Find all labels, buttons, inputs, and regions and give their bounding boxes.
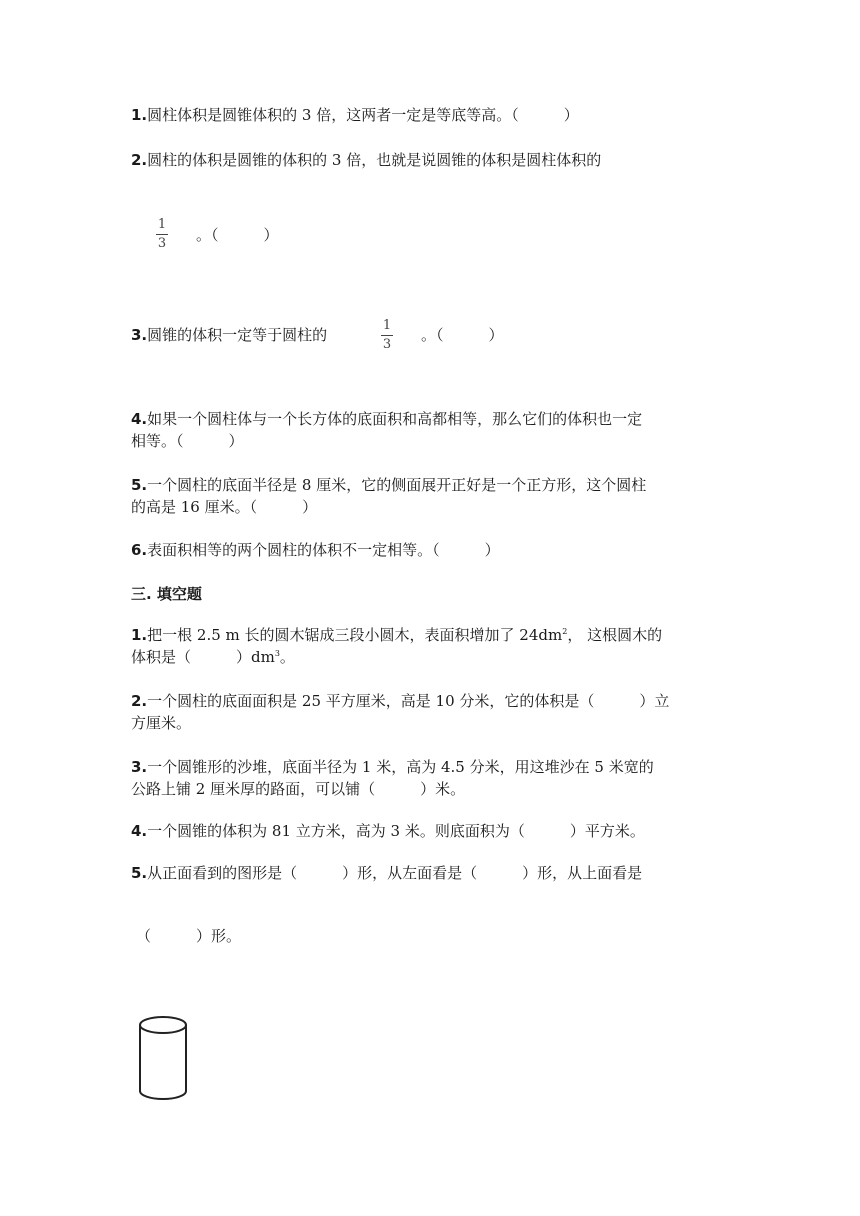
- question-text: 圆柱的体积是圆锥的体积的 3 倍，也就是说圆锥的体积是圆柱体积的: [147, 151, 602, 169]
- question-text: 体积是（ ）dm: [131, 648, 275, 666]
- fill-question-2: [131, 690, 669, 712]
- fill-question-1: [131, 624, 662, 646]
- question-5: [131, 474, 646, 496]
- question-text: 把一根 2.5 m 长的圆木锯成三段小圆木，表面积增加了 24dm: [147, 626, 563, 644]
- question-number: 6.: [131, 541, 148, 559]
- fill-question-5: [131, 862, 642, 884]
- question-number: 5.: [131, 476, 148, 494]
- question-3: [131, 324, 327, 346]
- question-number: 3.: [131, 758, 148, 776]
- question-text: 一个圆柱的底面面积是 25 平方厘米，高是 10 分米，它的体积是（ ）立: [147, 692, 670, 710]
- question-number: 1.: [131, 626, 148, 644]
- fill-question-5-line2: （ ）形。: [136, 927, 242, 945]
- fraction-numerator: 1: [157, 217, 167, 232]
- question-text: 一个圆柱的底面半径是 8 厘米，它的侧面展开正好是一个正方形，这个圆柱: [147, 476, 647, 494]
- superscript: 2: [562, 627, 568, 636]
- question-number: 1.: [131, 106, 148, 124]
- question-4-line2: 相等。（ ）: [131, 432, 244, 450]
- fraction-one-third: [156, 218, 168, 251]
- question-number: 2.: [131, 151, 148, 169]
- question-1: [131, 104, 579, 126]
- fill-question-2-line2: 方厘米。: [131, 714, 192, 732]
- fraction-denominator: 3: [157, 236, 167, 251]
- question-text: ， 这根圆木的: [567, 626, 663, 644]
- question-text: 如果一个圆柱体与一个长方体的底面积和高都相等，那么它们的体积也一定: [147, 410, 643, 428]
- question-text: 圆锥的体积一定等于圆柱的: [147, 326, 328, 344]
- question-6: [131, 539, 500, 561]
- question-2: [131, 149, 601, 171]
- fraction-numerator: 1: [382, 318, 392, 333]
- question-5-line2: 的高是 16 厘米。（ ）: [131, 498, 318, 516]
- superscript: 3: [274, 649, 280, 658]
- cylinder-figure: [137, 1013, 193, 1105]
- question-text: 。: [279, 648, 295, 666]
- fill-question-3-line2: 公路上铺 2 厘米厚的路面，可以铺（ ）米。: [131, 780, 466, 798]
- fraction-denominator: 3: [382, 337, 392, 352]
- question-4: [131, 408, 642, 430]
- fraction-bar: [156, 234, 168, 235]
- fill-question-4: [131, 820, 645, 842]
- question-text: 一个圆锥的体积为 81 立方米，高为 3 米。则底面积为（ ）平方米。: [147, 822, 645, 840]
- question-text: 从正面看到的图形是（ ）形，从左面看是（ ）形，从上面看是: [147, 864, 643, 882]
- fraction-bar: [381, 335, 393, 336]
- fill-question-1-line2: [131, 646, 295, 668]
- fill-question-3: [131, 756, 654, 778]
- question-number: 3.: [131, 326, 148, 344]
- fraction-one-third: [381, 319, 393, 352]
- question-number: 5.: [131, 864, 148, 882]
- question-text: 一个圆锥形的沙堆，底面半径为 1 米，高为 4.5 分米，用这堆沙在 5 米宽的: [147, 758, 654, 776]
- question-number: 4.: [131, 410, 148, 428]
- question-3-continuation: 。（ ）: [421, 326, 504, 344]
- question-text: 表面积相等的两个圆柱的体积不一定相等。（ ）: [147, 541, 500, 559]
- section-heading: 三. 填空题: [131, 585, 202, 603]
- question-number: 2.: [131, 692, 148, 710]
- question-text: 圆柱体积是圆锥体积的 3 倍，这两者一定是等底等高。（ ）: [147, 106, 579, 124]
- question-number: 4.: [131, 822, 148, 840]
- question-2-continuation: 。（ ）: [196, 226, 279, 244]
